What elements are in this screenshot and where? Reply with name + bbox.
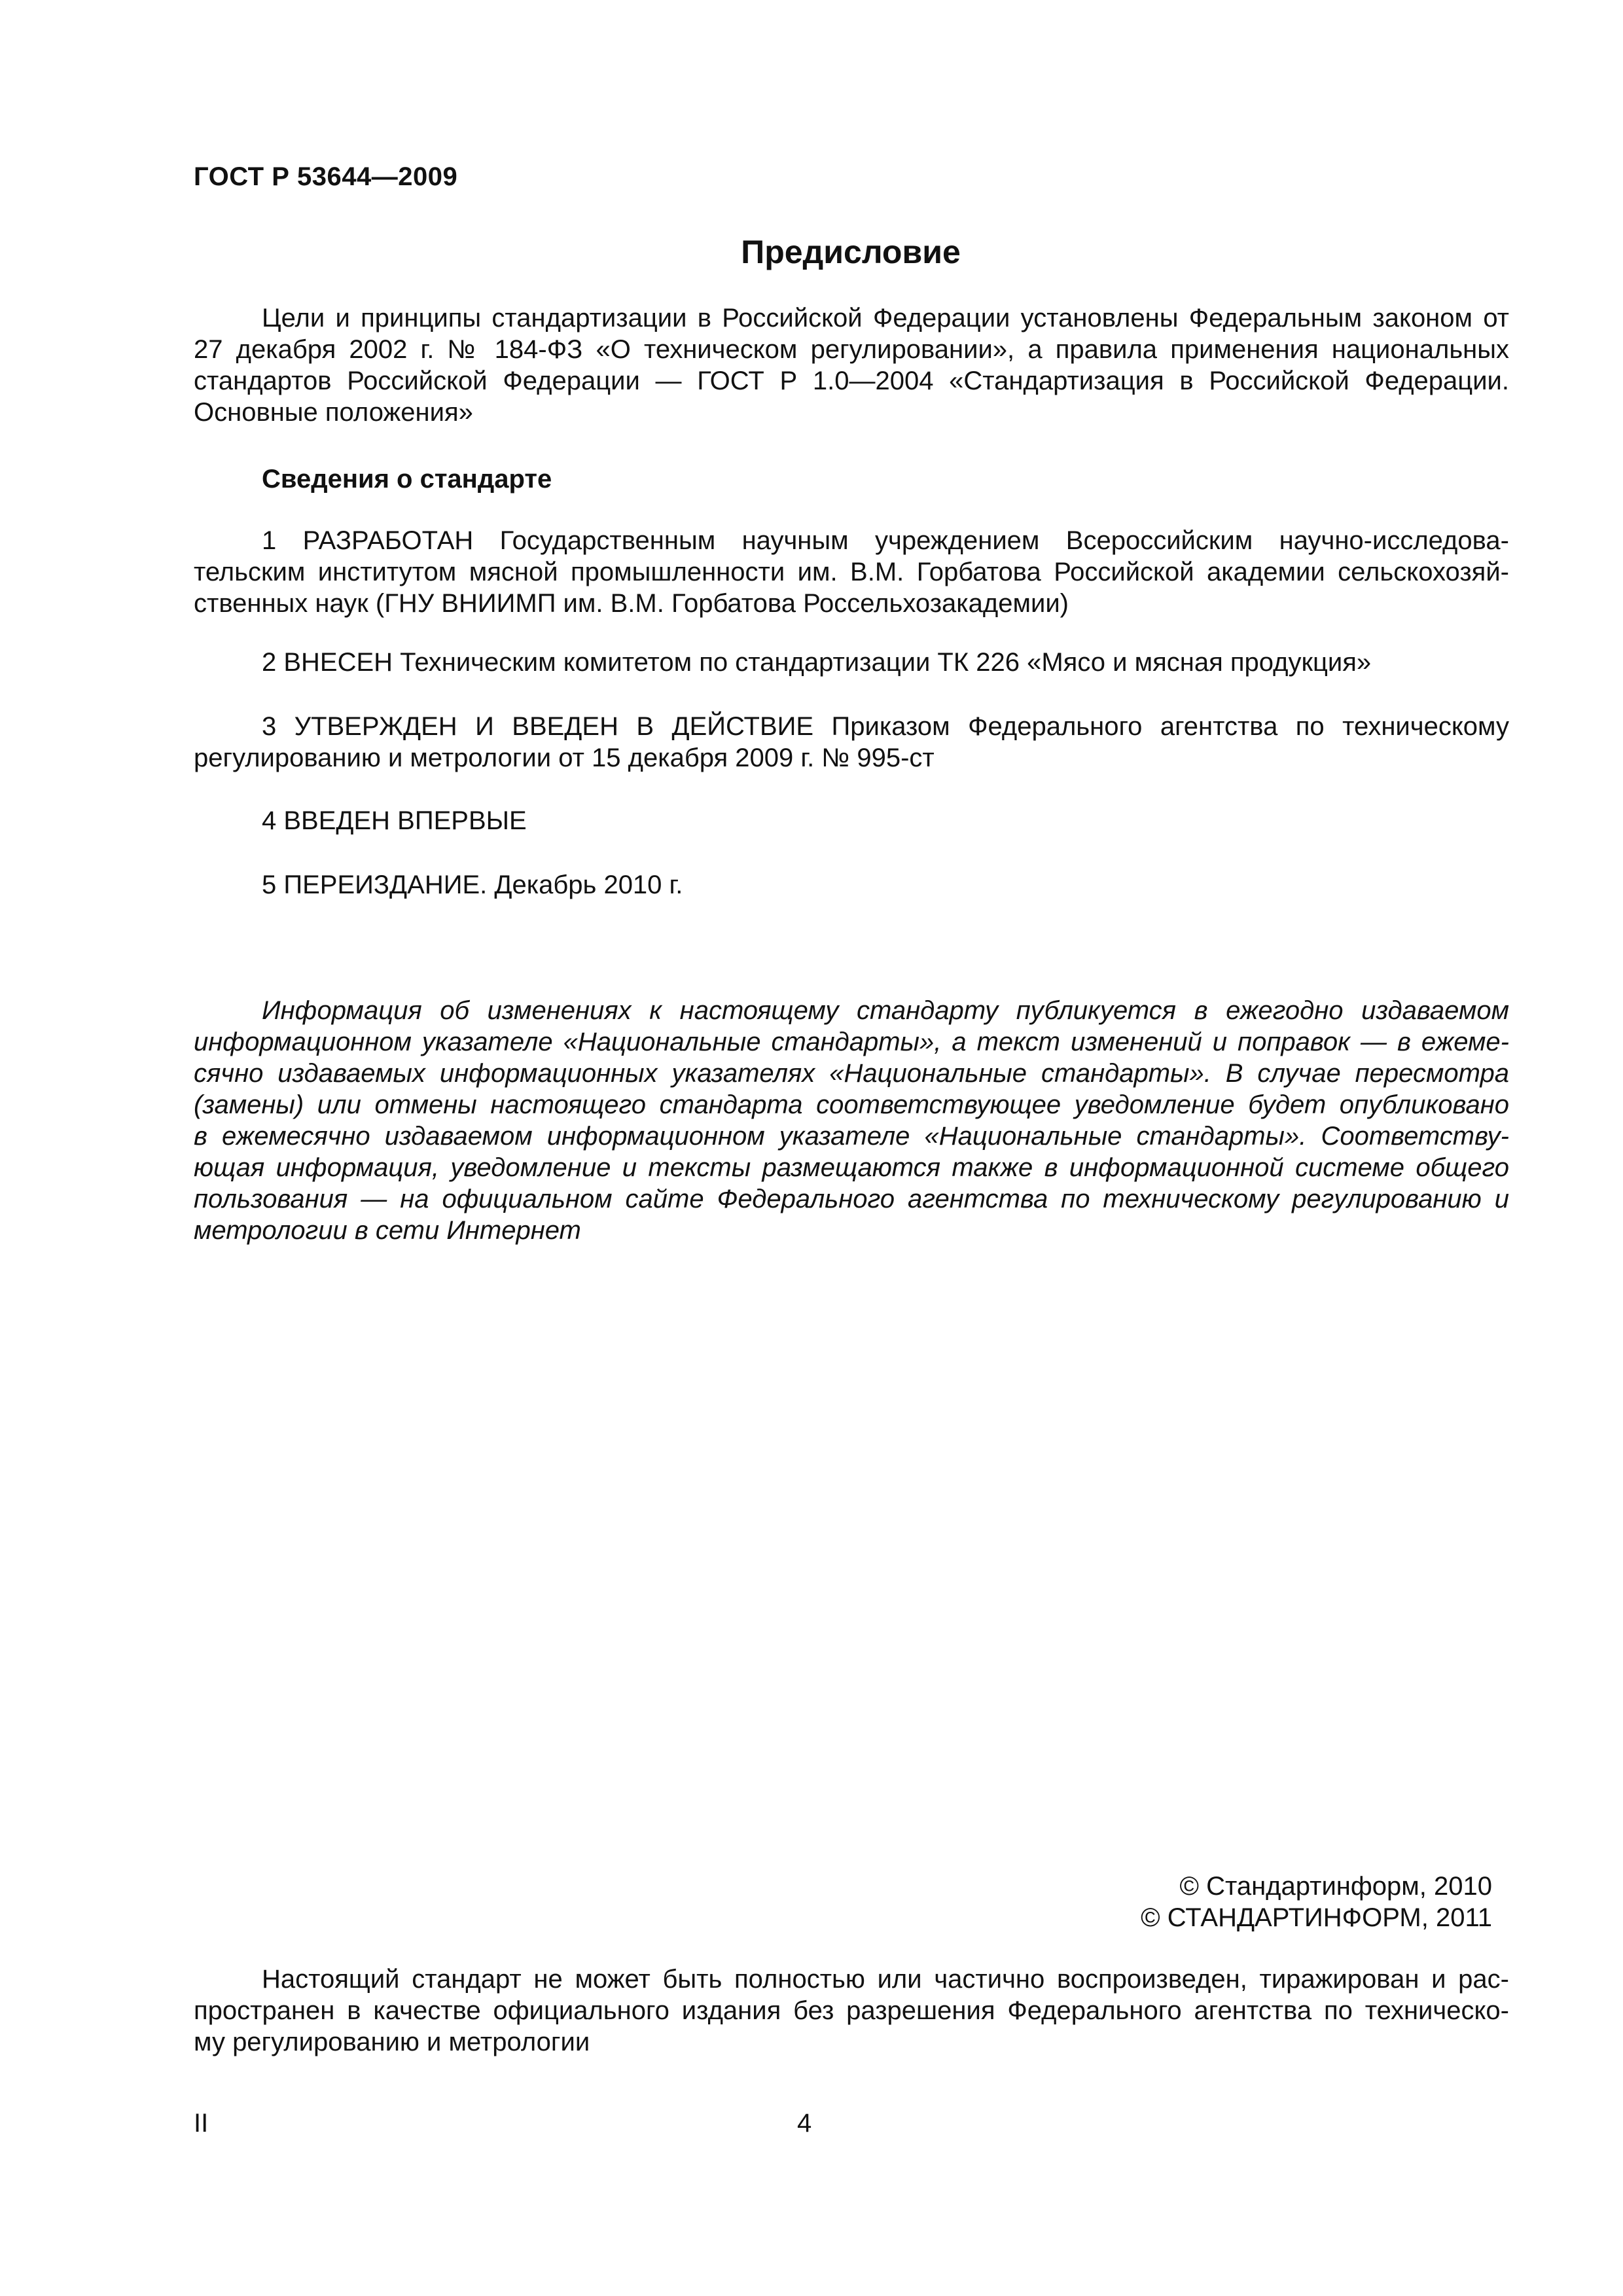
info-item-2 — [194, 647, 1509, 678]
copyright-line-2010: © Стандартинформ, 2010 — [1179, 1872, 1492, 1901]
info-item-5 — [194, 869, 1509, 901]
standard-info-heading: Сведения о стандарте — [262, 465, 552, 493]
changes-info-line: информационном указателе «Национальные стандарты», а текст изменений и поправок — в ежеме- — [194, 1028, 1509, 1056]
changes-info-line: пользования — на официальном сайте Федерального агентства по техническому регулированию и — [194, 1185, 1509, 1213]
reproduction-line: Настоящий стандарт не может быть полностью или частично воспроизведен, тиражирован и рас- — [262, 1965, 1509, 1994]
copyright-line-2011: © СТАНДАРТИНФОРМ, 2011 — [1141, 1903, 1492, 1932]
info-item-line: 1 РАЗРАБОТАН Государственным научным учреждением Всероссийским научно-исследова- — [262, 526, 1509, 555]
reproduction-line: му регулированию и метрологии — [194, 2028, 590, 2056]
standard-code: ГОСТ Р 53644—2009 — [194, 162, 458, 191]
reproduction-notice — [194, 1964, 1509, 2058]
foreword-line: стандартов Российской Федерации — ГОСТ Р 1.0—2004 «Стандартизация в Российской Федерации. — [194, 367, 1509, 395]
info-item-line: 2 ВНЕСЕН Техническим комитетом по стандартизации ТК 226 «Мясо и мясная продукция» — [262, 648, 1372, 677]
changes-info-line: сячно издаваемых информационных указателях «Национальные стандарты». В случае пересмотра — [194, 1059, 1509, 1088]
info-item-line: тельским институтом мясной промышленности им. В.М. Горбатова Российской академии сельскохозяй- — [194, 558, 1509, 586]
foreword-line: Основные положения» — [194, 398, 473, 427]
changes-info-paragraph — [194, 995, 1509, 1246]
foreword-line: Цели и принципы стандартизации в Российской Федерации установлены Федеральным законом от — [262, 304, 1509, 332]
info-item-1 — [194, 525, 1509, 619]
changes-info-line: (замены) или отмены настоящего стандарта соответствующее уведомление будет опубликовано — [194, 1090, 1509, 1119]
info-item-line: 5 ПЕРЕИЗДАНИЕ. Декабрь 2010 г. — [262, 870, 683, 899]
changes-info-line: ющая информация, уведомление и тексты размещаются также в информационной системе общего — [194, 1153, 1509, 1182]
foreword-paragraph — [194, 302, 1509, 428]
reproduction-line: пространен в качестве официального издания без разрешения Федерального агентства по техническо- — [194, 1996, 1509, 2025]
changes-info-line: Информация об изменениях к настоящему стандарту публикуется в ежегодно издаваемом — [262, 996, 1509, 1025]
info-item-line: регулированию и метрологии от 15 декабря 2009 г. № 995-ст — [194, 744, 935, 772]
page-number: 4 — [797, 2109, 812, 2138]
info-item-line: 4 ВВЕДЕН ВПЕРВЫЕ — [262, 806, 527, 835]
changes-info-line: метрологии в сети Интернет — [194, 1216, 581, 1245]
page-roman-numeral: II — [194, 2109, 209, 2138]
info-item-line: 3 УТВЕРЖДЕН И ВВЕДЕН В ДЕЙСТВИЕ Приказом Федерального агентства по техническому — [262, 712, 1509, 741]
copyright-notice — [1141, 1871, 1492, 1933]
info-item-3 — [194, 711, 1509, 774]
section-title: Предисловие — [741, 234, 961, 270]
standard-info-heading-block — [194, 463, 1509, 495]
info-item-4 — [194, 805, 1509, 836]
changes-info-line: в ежемесячно издаваемом информационном указателе «Национальные стандарты». Соответству- — [194, 1122, 1509, 1151]
info-item-line: ственных наук (ГНУ ВНИИМП им. В.М. Горбатова Россельхозакадемии) — [194, 589, 1069, 618]
foreword-line: 27 декабря 2002 г. № 184-ФЗ «О техническом регулировании», а правила применения национальных — [194, 335, 1509, 364]
